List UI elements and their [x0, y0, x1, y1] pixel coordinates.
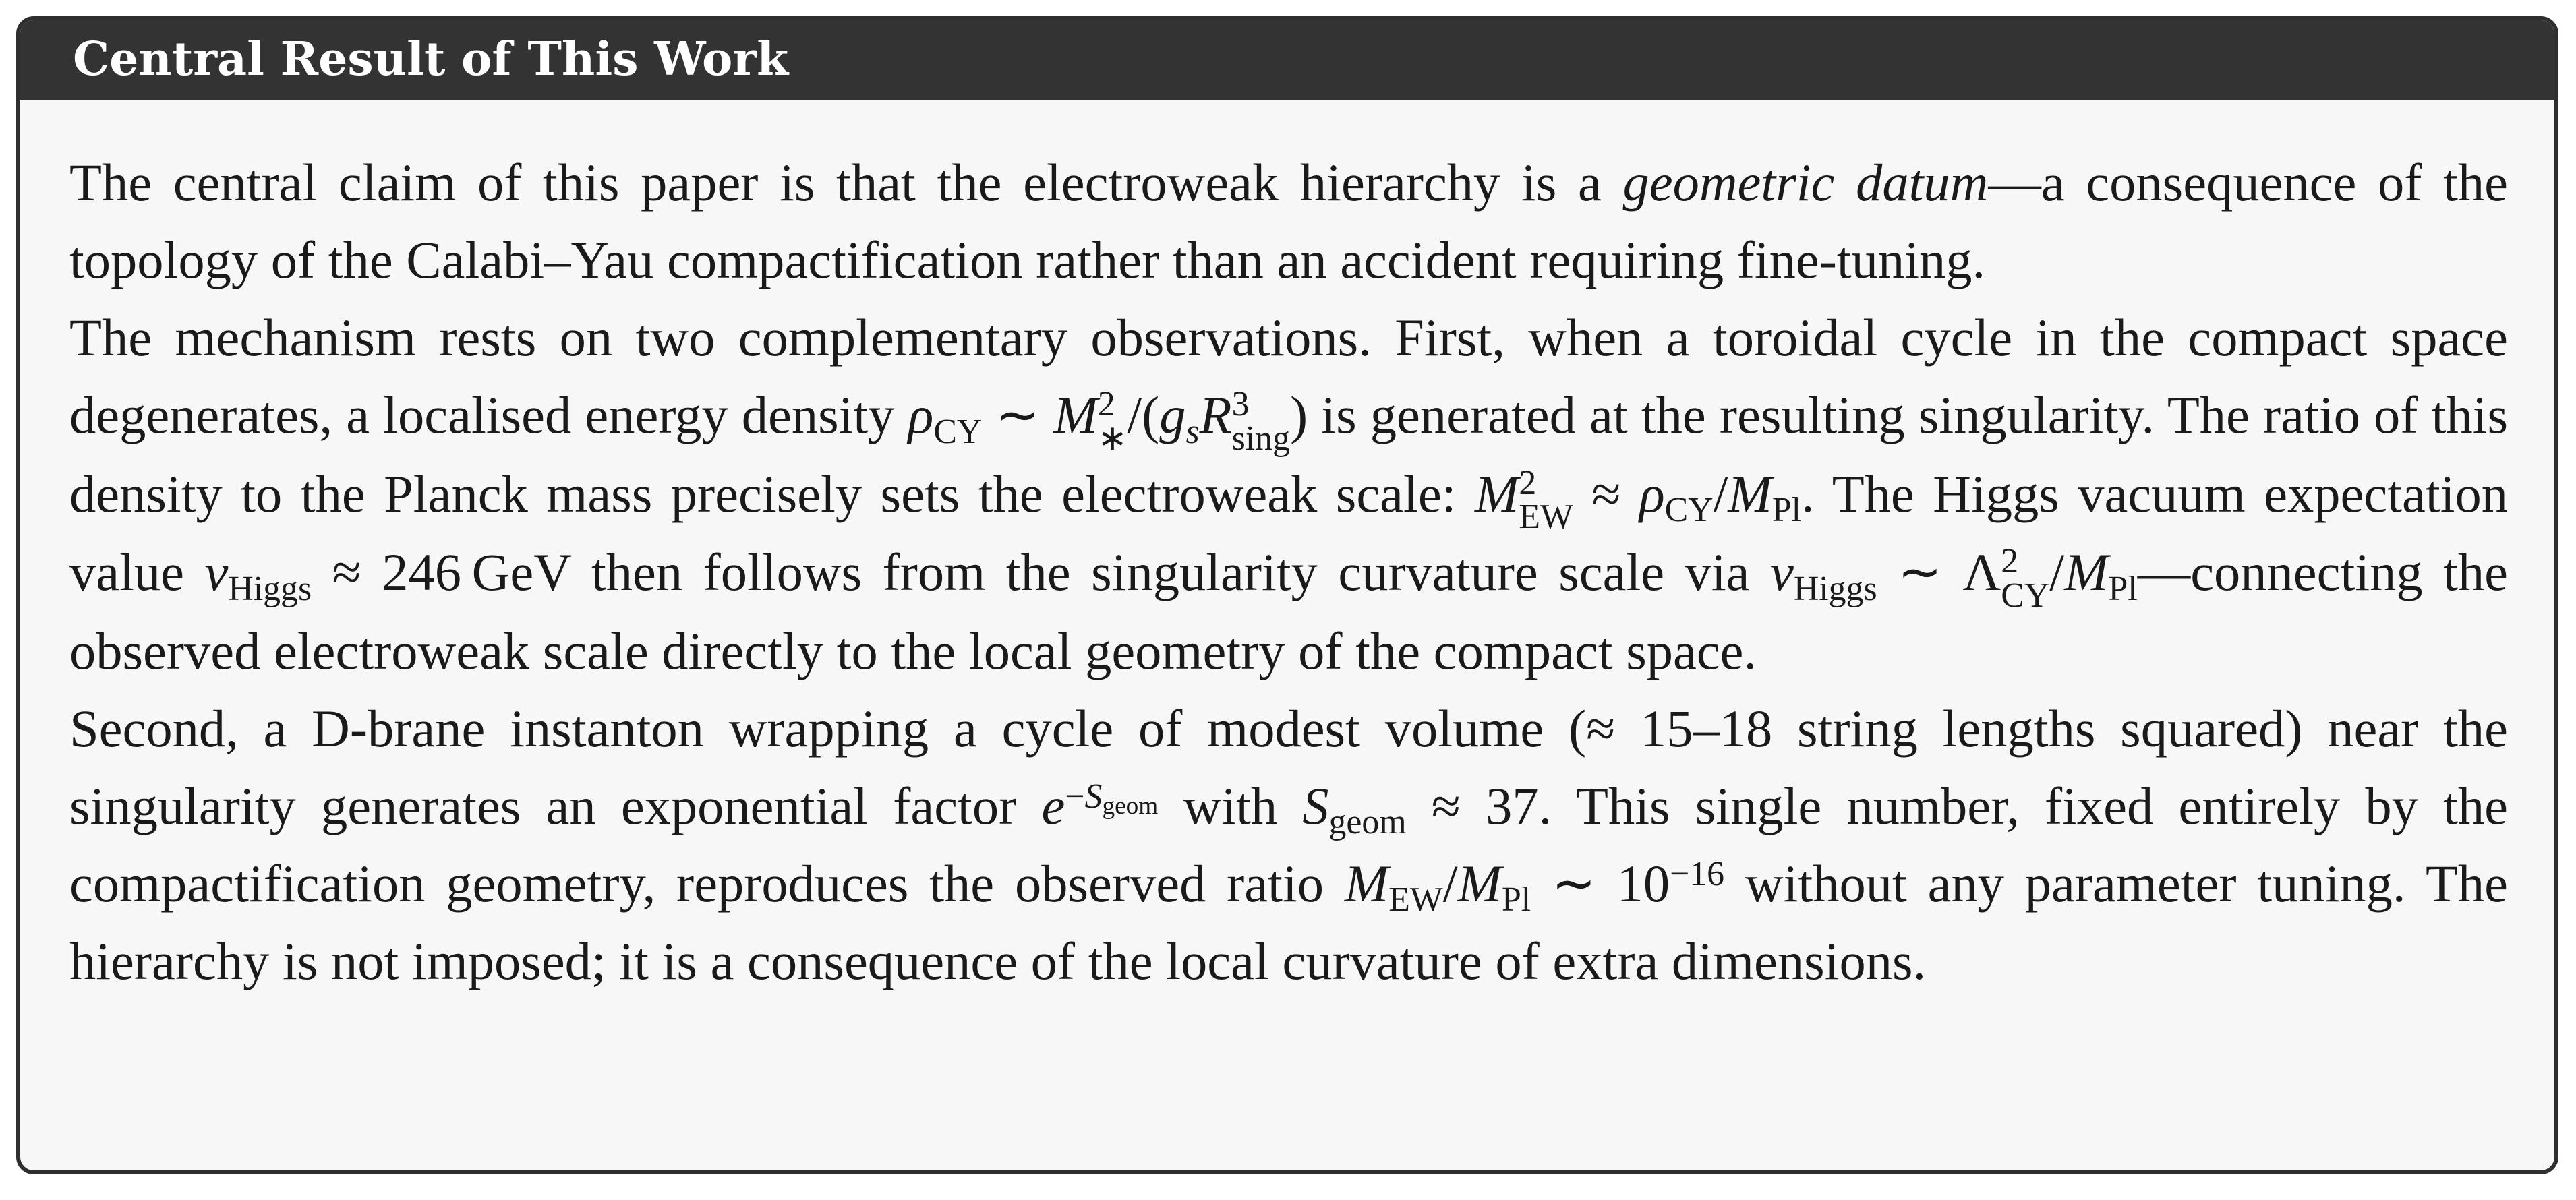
math-symbol: v: [1770, 543, 1794, 601]
math-subscript: CY: [933, 412, 983, 451]
paragraph-instanton: [69, 690, 2508, 1000]
paragraph-text: —a consequence of the topology of the Calabi–Yau compactification rather than an accident requiring fine-tuning.: [69, 153, 2508, 289]
formula-mass-ratio: [1344, 853, 1725, 919]
math-number: 10: [1616, 853, 1670, 913]
math-subscript: Higgs: [1793, 569, 1877, 608]
math-subscript: EW: [1519, 498, 1573, 537]
math-operator: ≈: [1573, 464, 1639, 523]
math-symbol: g: [1159, 386, 1186, 444]
math-symbol: v: [204, 543, 229, 601]
math-superscript: 3: [1231, 385, 1250, 424]
formula-s-geom: [1302, 776, 1539, 841]
paragraph-text: The central claim of this paper is that the electroweak hierarchy is a: [69, 153, 1623, 212]
math-operator: ≈: [312, 543, 382, 601]
math-operator: ∼: [1877, 543, 1963, 601]
math-number: 37: [1486, 776, 1539, 835]
box-title-bar: [20, 20, 2554, 100]
math-operator: /: [2049, 543, 2065, 601]
paragraph-text: without any parameter tuning. The hierarchy is not imposed; it is a consequence of the local curvature of extra dimensions.: [69, 853, 2508, 990]
math-operator: −: [1065, 777, 1085, 816]
math-symbol: M: [2064, 543, 2109, 601]
formula-v-higgs: [204, 543, 571, 608]
math-unit: GeV: [471, 543, 571, 601]
math-subscript: ∗: [1097, 419, 1128, 458]
box-title: Central Result of This Work: [73, 32, 789, 86]
math-subscript: EW: [1388, 880, 1443, 919]
formula-exp-factor: [1041, 777, 1158, 835]
math-subscript: geom: [1102, 791, 1159, 820]
math-symbol: S: [1302, 776, 1329, 835]
math-supsub: [1097, 385, 1128, 458]
math-symbol: Λ: [1962, 543, 2001, 601]
formula-v-lambda: [1770, 542, 2138, 615]
math-symbol: R: [1199, 386, 1232, 444]
math-operator: /: [1127, 386, 1142, 444]
math-symbol: S: [1084, 777, 1103, 816]
math-subscript: geom: [1328, 803, 1407, 841]
paragraph-text: then follows from the singularity curvature scale via: [570, 543, 1770, 601]
math-superscript: 2: [2001, 542, 2019, 581]
math-subscript: s: [1185, 412, 1200, 451]
math-subscript: Higgs: [228, 569, 312, 608]
paragraph-text: with: [1158, 776, 1303, 835]
math-number: 246: [382, 543, 461, 601]
math-subscript: CY: [2001, 576, 2050, 615]
math-supsub: [2001, 542, 2050, 615]
paragraph-text: is generated at the resulting singularity. The ratio of this density to the Planck mass precisely sets the electroweak scale:: [69, 386, 2509, 523]
math-operator: ): [1289, 386, 1308, 444]
math-subscript: sing: [1231, 419, 1290, 458]
paragraph-text: The mechanism rests on two complementary observations. First, when a toroidal cycle in the compact space degenerates, a localised energy density: [69, 308, 2508, 444]
math-supsub: [1231, 385, 1290, 458]
math-operator: ∼: [1531, 853, 1617, 913]
math-subscript: Pl: [2108, 569, 2138, 608]
math-operator: (: [1142, 386, 1160, 444]
math-symbol: M: [1457, 853, 1502, 913]
formula-m-ew: [1474, 463, 1802, 537]
math-operator: ∼: [982, 386, 1054, 444]
math-subscript: Pl: [1772, 491, 1802, 529]
paragraph-text: —connecting the observed electroweak scale directly to the local geometry of the compact space.: [69, 543, 2508, 680]
central-result-box: [16, 16, 2558, 1174]
math-subscript: Pl: [1501, 880, 1531, 919]
formula-rho-cy: [908, 385, 1308, 458]
paragraph-central-claim: [69, 144, 2508, 299]
box-body: [69, 144, 2508, 1000]
emphasis-geometric-datum: geometric datum: [1622, 153, 1989, 212]
math-operator: /: [1713, 464, 1728, 523]
paragraph-text: Second, a D-brane instanton wrapping a cycle of modest volume (≈ 15–18 string lengths squared) near the singularity generates an exponential factor: [69, 698, 2508, 835]
math-symbol: e: [1041, 776, 1065, 835]
math-symbol: M: [1053, 386, 1098, 444]
math-supsub: [1519, 463, 1573, 537]
math-superscript: 2: [1519, 463, 1537, 502]
math-operator: /: [1442, 853, 1458, 913]
math-symbol: M: [1344, 853, 1389, 913]
math-symbol: ρ: [908, 386, 934, 444]
math-symbol: M: [1728, 464, 1772, 523]
math-symbol: ρ: [1639, 464, 1665, 523]
paragraph-text: . The Higgs vacuum expectation value: [69, 464, 2509, 601]
math-superscript: 2: [1097, 385, 1115, 424]
paragraph-mechanism: [69, 299, 2508, 690]
math-superscript: [1065, 777, 1159, 820]
paragraph-text: . This single number, fixed entirely by the compactification geometry, reproduces the observed ratio: [69, 776, 2508, 913]
math-symbol: M: [1474, 464, 1519, 523]
math-superscript: −16: [1670, 854, 1725, 893]
math-subscript: CY: [1664, 491, 1714, 529]
math-operator: ≈: [1406, 776, 1486, 835]
